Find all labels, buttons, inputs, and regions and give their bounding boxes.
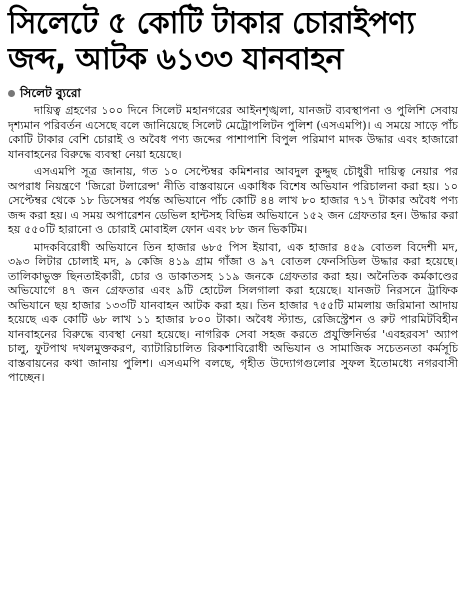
paragraph-1: দায়িত্ব গ্রহণের ১০০ দিনে সিলেট মহানগরের আইনশৃঙ্খলা, যানজট ব্যবস্থাপনা ও পুলিশি সেবায় দৃশ্যমান পরিবর্তন এসেছে বলে জানিয়েছে সিলেট মেট্রোপলিটন পুলিশ (এসএমপি)। এ সময়ে সাড়ে পাঁচ কোটি টাকার বেশি চোরাই ও অবৈধ পণ্য জব্দের পাশাপাশি বিপুল পরিমাণ মাদক উদ্ধার এবং হাজারো যানবাহনের বিরুদ্ধে ব্যবস্থা নেয়া হয়েছে। (8, 104, 458, 161)
byline-text: সিলেট ব্যুরো (20, 86, 81, 100)
headline-line-1: সিলেটে ৫ কোটি টাকার চোরাইপণ্য (8, 6, 415, 41)
paragraph-3: মাদকবিরোধী অভিযানে তিন হাজার ৬৮৫ পিস ইয়াবা, এক হাজার ৪৫৯ বোতল বিদেশী মদ, ৩৯৩ লিটার চোলাই মদ, ৯ কেজি ৪১৯ গ্রাম গাঁজা ও ৯৭ বোতল ফেনসিডিল উদ্ধার করা হয়েছে। তালিকাভুক্ত ছিনতাইকারী, চোর ও ডাকাতসহ ১১৯ জনকে গ্রেফতার করা হয়। অনৈতিক কর্মকাণ্ডের অভিযোগে ৪৭ জন গ্রেফতার এবং ৯টি হোটেল সিলগালা করা হয়েছে। যানজট নিরসনে ট্রাফিক অভিযানে ছয় হাজার ১৩৩টি যানবাহন আটক করা হয়। তিন হাজার ৭৫৫টি মামলায় জরিমানা আদায় হয়েছে এক কোটি ৬৮ লাখ ১১ হাজার ৮০০ টাকা। অবৈধ স্ট্যান্ড, রেজিস্ট্রেশন ও রুট পারমিটবিহীন যানবাহনের বিরুদ্ধে ব্যবস্থা নেয়া হয়েছে। নাগরিক সেবা সহজ করতে প্রযুক্তিনির্ভর 'এবহরবস' অ্যাপ চালু, ফুটপাথ দখলমুক্তকরণ, ব্যাটারিচালিত রিকশাবিরোধী অভিযান ও সামাজিক সচেতনতা কর্মসূচি বাস্তবায়নের কথা জানায় পুলিশ। এসএমপি বলছে, গৃহীত উদ্যোগগুলোর সুফল ইতোমধ্যে নগরবাসী পাচ্ছেন। (8, 240, 458, 384)
headline (8, 6, 458, 78)
article-body (8, 104, 458, 386)
byline (8, 86, 458, 100)
headline-line-2: জব্দ, আটক ৬১৩৩ যানবাহন (8, 42, 343, 77)
paragraph-2: এসএমপি সূত্র জানায়, গত ১০ সেপ্টেম্বর কমিশনার আবদুল কুদ্দুছ চৌধুরী দায়িত্ব নেয়ার পর অপরাধ নিয়ন্ত্রণে 'জিরো টলারেন্স' নীতি বাস্তবায়নে একাধিক বিশেষ অভিযান পরিচালনা করা হয়। ১০ সেপ্টেম্বর থেকে ১৮ ডিসেম্বর পর্যন্ত অভিযানে পাঁচ কোটি ৪৪ লাখ ৮০ হাজার ৭১৭ টাকার অবৈধ পণ্য জব্দ করা হয়। এ সময় অপারেশন ডেভিল হান্টসহ বিভিন্ন অভিযানে ১৫২ জন গ্রেফতার হন। উদ্ধার করা হয় ৫৫০টি হারানো ও চোরাই মোবাইল ফোন এবং ৮৮ জন ভিকটিম। (8, 165, 458, 236)
bullet-icon (8, 90, 15, 97)
